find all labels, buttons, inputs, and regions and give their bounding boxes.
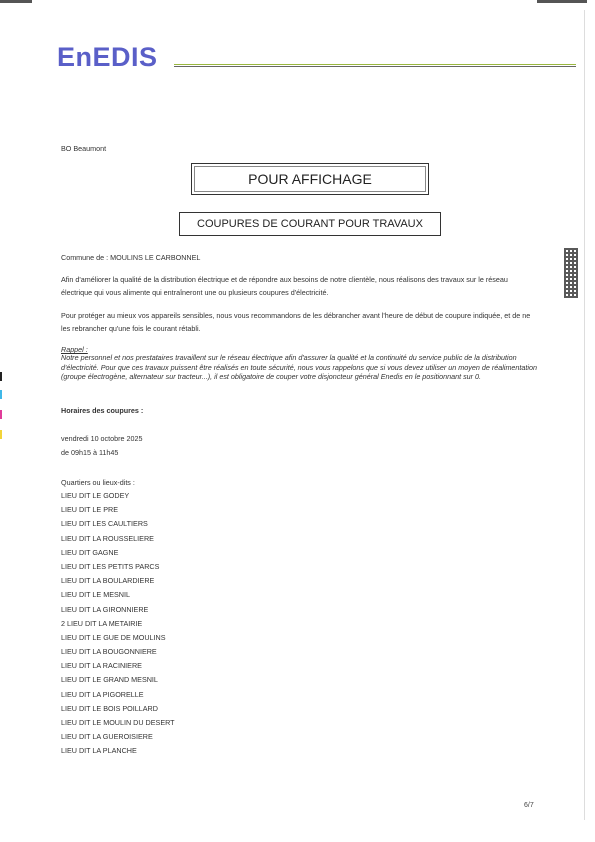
- list-item: LIEU DIT LE MESNIL: [61, 590, 130, 600]
- header-rule-accent: [174, 64, 576, 65]
- outage-date: vendredi 10 octobre 2025: [61, 434, 143, 443]
- subheadline: COUPURES DE COURANT POUR TRAVAUX: [197, 218, 423, 230]
- scan-mark: [537, 0, 587, 3]
- commune: Commune de : MOULINS LE CARBONNEL: [61, 253, 201, 262]
- list-item: LIEU DIT GAGNE: [61, 547, 119, 557]
- subheadline-box: [179, 212, 441, 236]
- page-number: 6/7: [524, 802, 534, 809]
- list-item: LIEU DIT LE GRAND MESNIL: [61, 675, 158, 685]
- outage-time: de 09h15 à 11h45: [61, 448, 119, 457]
- reminder-title: Rappel :: [61, 345, 88, 354]
- scan-edge: [584, 10, 585, 820]
- list-item: LIEU DIT LA GIRONNIERE: [61, 604, 149, 614]
- list-item: LIEU DIT LA BOUGONNIERE: [61, 647, 157, 657]
- headline-box: [191, 163, 429, 195]
- list-item: LIEU DIT LES CAULTIERS: [61, 519, 148, 529]
- list-item: 2 LIEU DIT LA METAIRIE: [61, 618, 143, 628]
- list-item: LIEU DIT LE GUE DE MOULINS: [61, 632, 166, 642]
- list-item: LIEU DIT LA PIGORELLE: [61, 689, 144, 699]
- list-item: LIEU DIT LE GODEY: [61, 491, 130, 500]
- list-item: LIEU DIT LE BOIS POILLARD: [61, 703, 158, 713]
- intro-paragraph: Afin d'améliorer la qualité de la distribution électrique et de répondre aux besoins de notre clientèle, nous réalisons des travaux sur le réseau électrique qui vous alimente qui entraîneront une ou plusieurs coupures d'électricité.: [61, 275, 508, 297]
- advice-paragraph: Pour protéger au mieux vos appareils sensibles, nous vous recommandons de les débrancher avant l'heure de début de coupure indiquée, et de ne les rebrancher qu'une fois le courant rétabli.: [61, 311, 531, 333]
- list-item: LIEU DIT LA RACINIERE: [61, 661, 142, 671]
- color-calibration-black: [0, 372, 2, 381]
- list-item: LIEU DIT LE MOULIN DU DESERT: [61, 718, 175, 727]
- schedule-title: Horaires des coupures :: [61, 406, 144, 415]
- header-rule: [174, 66, 576, 67]
- headline: POUR AFFICHAGE: [248, 171, 372, 187]
- enedis-logo: EnEDIS: [57, 42, 158, 72]
- list-item: LIEU DIT LA ROUSSELIERE: [61, 533, 154, 543]
- list-item: LIEU DIT LE PRE: [61, 505, 118, 515]
- list-item: LIEU DIT LA GUEROISIERE: [61, 732, 153, 742]
- qr-code: [564, 248, 578, 298]
- list-item: LIEU DIT LA BOULARDIERE: [61, 576, 155, 586]
- list-item: LIEU DIT LA PLANCHE: [61, 746, 137, 756]
- places-list: [61, 489, 175, 759]
- places-title: Quartiers ou lieux-dits :: [61, 478, 135, 487]
- color-calibration-magenta: [0, 410, 2, 419]
- reminder-text: Notre personnel et nos prestataires travaillent sur le réseau électrique afin d'assurer la qualité et la continuité du service public de la distribution d'électricité. Pour que ces travaux puissent être réalisés en toute sécurité, nous vous rappelons que si vous devez utiliser un moyen de réalimentation (groupe électrogène, alternateur sur tracteur...), il est obligatoire de couper votre disjoncteur général Enedis en le positionnant sur 0.: [61, 353, 538, 381]
- sender: BO Beaumont: [61, 144, 107, 153]
- list-item: LIEU DIT LES PETITS PARCS: [61, 561, 160, 571]
- scan-mark: [0, 0, 32, 3]
- color-calibration-cyan: [0, 390, 2, 399]
- color-calibration-yellow: [0, 430, 2, 439]
